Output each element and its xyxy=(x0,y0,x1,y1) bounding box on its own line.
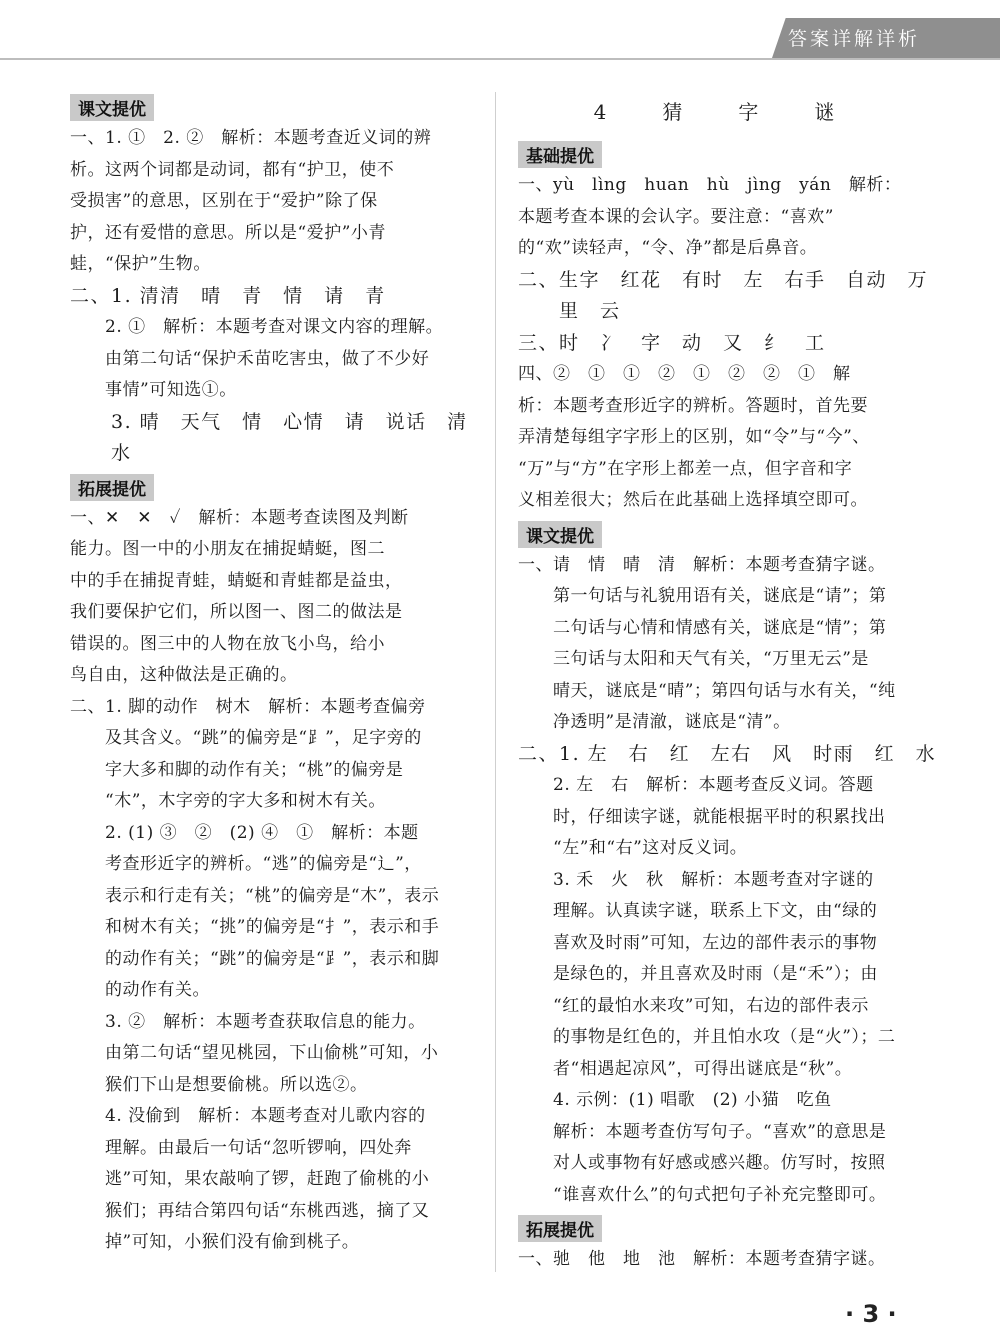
answer-line: 逃”可知，果农敲响了锣，赶跑了偷桃的小 xyxy=(70,1169,430,1189)
answer-line: “万”与“方”在字形上都差一点，但字音和字 xyxy=(518,458,853,479)
answer-line: 护，还有爱惜的意思。所以是“爱护”小青 xyxy=(70,222,386,243)
section-heading: 基础提优 xyxy=(518,141,602,168)
answer-line: 4. 示例：(1) 唱歌 (2) 小猫 吃鱼 xyxy=(518,1090,832,1110)
answer-line: 解析：本题考查仿写句子。“喜欢”的意思是 xyxy=(518,1121,887,1142)
answer-line: 能力。图一中的小朋友在捕捉蜻蜓，图二 xyxy=(70,539,385,559)
answer-line: 理解。由最后一句话“忽听锣响，四处奔 xyxy=(70,1137,412,1158)
answer-line: 考查形近字的辨析。“逃”的偏旁是“辶”， xyxy=(70,854,422,874)
right-column xyxy=(518,90,937,1276)
answer-line: 二、1. 左 右 红 左右 风 时雨 红 水 xyxy=(518,742,937,765)
answer-line: 一、✕ ✕ ✓ 解析：本题考查读图及判断 xyxy=(70,507,409,528)
answer-line: 一、yù lìng huan hù jìng yán 解析： xyxy=(518,175,902,195)
answer-line: 的“欢”读轻声，“令、净”都是后鼻音。 xyxy=(518,238,818,258)
answer-line: 二、生字 红花 有时 左 右手 自动 万 xyxy=(518,268,929,291)
answer-line: 的动作有关。 xyxy=(70,980,210,1000)
answer-line: 理解。认真读字谜，联系上下文，由“绿的 xyxy=(518,901,878,921)
answer-line: 2. 左 右 解析：本题考查反义词。答题 xyxy=(518,775,874,795)
answer-line: 者“相遇起凉风”，可得出谜底是“秋”。 xyxy=(518,1058,853,1079)
answer-line: 和树木有关；“挑”的偏旁是“扌”，表示和手 xyxy=(70,917,440,937)
section-heading: 课文提优 xyxy=(518,521,602,548)
lesson-title: 4 猜 字 谜 xyxy=(593,100,853,124)
answer-line: 一、驰 他 地 池 解析：本题考查猜字谜。 xyxy=(518,1249,886,1269)
answer-line: 由第二句话“望见桃园，下山偷桃”可知，小 xyxy=(70,1043,439,1063)
answer-line: “红的最怕水来攻”可知，右边的部件表示 xyxy=(518,995,869,1016)
answer-line: 字大多和脚的动作有关；“桃”的偏旁是 xyxy=(70,759,404,780)
answer-line: 义相差很大；然后在此基础上选择填空即可。 xyxy=(518,490,868,510)
answer-line: 本题考查本课的会认字。要注意：“喜欢” xyxy=(518,206,834,227)
answer-line: 水 xyxy=(70,442,132,464)
answer-line: “左”和“右”这对反义词。 xyxy=(518,838,748,858)
answer-line: 里 云 xyxy=(518,300,621,322)
answer-line: 对人或事物有好感或感兴趣。仿写时，按照 xyxy=(518,1153,886,1173)
answer-line: 喜欢及时雨”可知，左边的部件表示的事物 xyxy=(518,932,878,953)
answer-line: 错误的。图三中的人物在放飞小鸟，给小 xyxy=(70,633,385,654)
answer-line: 事情”可知选①。 xyxy=(70,380,237,400)
answer-line: 析。这两个词都是动词，都有“护卫，使不 xyxy=(70,159,395,180)
answer-line: 3. 晴 天气 情 心情 请 说话 清 xyxy=(70,410,468,433)
answer-line: 二句话与心情和情感有关，谜底是“情”；第 xyxy=(518,617,887,638)
page-header xyxy=(0,0,1000,62)
answer-line: 净透明”是清澈，谜底是“清”。 xyxy=(518,712,791,732)
answer-line: 蛙，“保护”生物。 xyxy=(70,254,211,274)
header-rule xyxy=(0,58,1000,60)
answer-line: “谁喜欢什么”的句式把句子补充完整即可。 xyxy=(518,1184,887,1205)
answer-line: 是绿色的，并且喜欢及时雨（是“禾”）；由 xyxy=(518,964,878,984)
answer-line: 弄清楚每组字字形上的区别，如“令”与“今”、 xyxy=(518,427,870,447)
answer-line: 时，仔细读字谜，就能根据平时的积累找出 xyxy=(518,806,886,827)
answer-line: 猴们；再结合第四句话“东桃西逃，摘了又 xyxy=(70,1200,430,1221)
answer-line: 表示和行走有关；“桃”的偏旁是“木”，表示 xyxy=(70,885,440,906)
answer-line: 一、请 情 晴 清 解析：本题考查猜字谜。 xyxy=(518,554,886,575)
answer-line: “木”，木字旁的字大多和树木有关。 xyxy=(70,791,386,811)
answer-line: 四、② ① ① ② ① ② ② ① 解 xyxy=(518,364,851,384)
answer-line: 的事物是红色的，并且怕水攻（是“火”）；二 xyxy=(518,1027,896,1047)
page-number: · 3 · xyxy=(845,1300,897,1328)
answer-line: 二、1. 清清 晴 青 情 请 青 xyxy=(70,284,386,307)
answer-line: 二、1. 脚的动作 树木 解析：本题考查偏旁 xyxy=(70,696,426,717)
answer-line: 2. ① 解析：本题考查对课文内容的理解。 xyxy=(70,317,444,337)
section-heading: 课文提优 xyxy=(70,94,154,121)
answer-line: 猴们下山是想要偷桃。所以选②。 xyxy=(70,1074,368,1095)
answer-line: 一、1. ① 2. ② 解析：本题考查近义词的辨 xyxy=(70,128,432,148)
answer-line: 4. 没偷到 解析：本题考查对儿歌内容的 xyxy=(70,1106,426,1126)
answer-line: 的动作有关；“跳”的偏旁是“⻊”，表示和脚 xyxy=(70,948,440,969)
answer-line: 晴天，谜底是“晴”；第四句话与水有关，“纯 xyxy=(518,680,896,701)
answer-line: 2. (1) ③ ② (2) ④ ① 解析：本题 xyxy=(70,822,419,843)
answer-line: 及其含义。“跳”的偏旁是“⻊”，足字旁的 xyxy=(70,728,422,748)
answer-line: 第一句话与礼貌用语有关，谜底是“请”；第 xyxy=(518,586,887,606)
answer-line: 三句话与太阳和天气有关，“万里无云”是 xyxy=(518,649,869,669)
section-heading: 拓展提优 xyxy=(518,1215,602,1242)
answer-line: 鸟自由，这种做法是正确的。 xyxy=(70,665,298,685)
column-divider xyxy=(495,92,496,1272)
answer-line: 由第二句话“保护禾苗吃害虫，做了不少好 xyxy=(70,348,430,369)
section-heading: 拓展提优 xyxy=(70,474,154,501)
left-column xyxy=(70,90,480,1259)
answer-line: 我们要保护它们，所以图一、图二的做法是 xyxy=(70,602,403,622)
answer-line: 析：本题考查形近字的辨析。答题时，首先要 xyxy=(518,395,868,416)
answer-line: 三、时 冫 字 动 又 纟 工 xyxy=(518,331,826,354)
answer-line: 掉”可知，小猴们没有偷到桃子。 xyxy=(70,1232,360,1252)
header-tab-label: 答案详解详析 xyxy=(788,28,921,50)
answer-line: 中的手在捕捉青蛙，蜻蜓和青蛙都是益虫， xyxy=(70,570,403,591)
answer-line: 3. 禾 火 秋 解析：本题考查对字谜的 xyxy=(518,869,874,890)
answer-line: 3. ② 解析：本题考查获取信息的能力。 xyxy=(70,1011,426,1032)
answer-line: 受损害”的意思，区别在于“爱护”除了保 xyxy=(70,191,378,211)
